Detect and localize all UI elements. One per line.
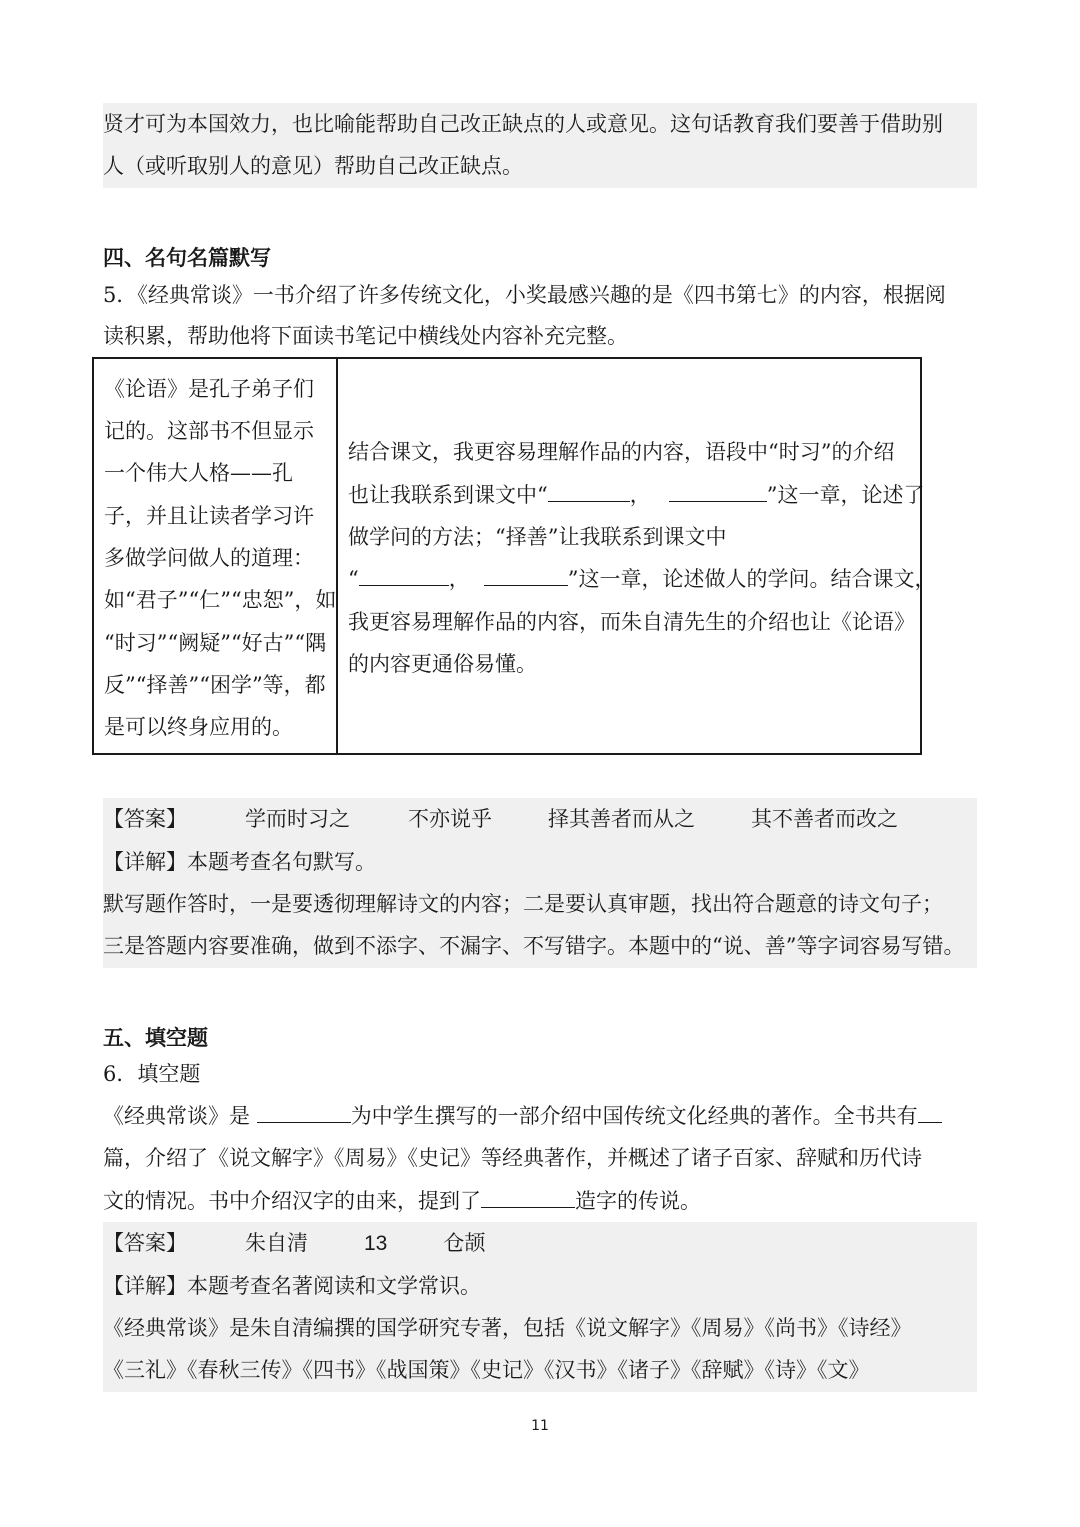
note-comma: ， [629,483,651,507]
note-left-line: 反”“择善”“困学”等，都 [104,673,326,697]
note-left-line: 子，并且让读者学习许 [104,504,314,528]
question-6-line-3 [103,1185,701,1217]
fill-blank[interactable] [918,1100,942,1123]
note-right-line-6: 的内容更通俗易懂。 [348,652,537,676]
fill-blank[interactable] [484,563,568,586]
answer-row-5 [103,1227,485,1260]
fill-blank[interactable] [359,563,449,586]
explain-text: 本题考查名著阅读和文学常识。 [187,1274,481,1298]
note-right-line-4-start: “ [348,567,359,591]
question-6-line-1-end: 为中学生撰写的一部介绍中国传统文化经典的著作。全书共有 [350,1104,918,1128]
question-6-line-1 [103,1100,942,1132]
fill-blank[interactable] [257,1100,351,1123]
note-left-line: 多做学问做人的道理： [104,546,314,570]
section-5-heading: 五、填空题 [103,1026,208,1050]
explain-4-line-1: 默写题作答时，一是要透彻理解诗文的内容；二是要认真审题，找出符合题意的诗文句子； [103,892,943,916]
note-right-line-3: 做学问的方法；“择善”让我联系到课文中 [348,525,727,549]
section-4-heading: 四、名句名篇默写 [103,246,271,270]
question-5-line-2: 读积累，帮助他将下面读书笔记中横线处内容补充完整。 [103,324,628,348]
answer-item: 其不善者而改之 [751,807,898,831]
explain-row-4 [103,846,376,878]
question-6-line-3-end: 造字的传说。 [575,1189,701,1213]
reading-note-table [92,357,936,755]
answer-label: 【答案】 [103,1231,187,1255]
answer-label: 【答案】 [103,807,187,831]
explain-label: 【详解】 [103,850,187,874]
question-6-line-3-start: 文的情况。书中介绍汉字的由来，提到了 [103,1189,481,1213]
top-explain-line-1: 贤才可为本国效力，也比喻能帮助自己改正缺点的人或意见。这句话教育我们要善于借助别 [103,112,943,136]
answer-row-4 [103,803,898,835]
fill-blank[interactable] [548,479,630,502]
fill-blank[interactable] [669,479,767,502]
answer-item: 13 [364,1232,388,1255]
top-explain-line-2: 人（或听取别人的意见）帮助自己改正缺点。 [103,154,523,178]
explain-4-line-2: 三是答题内容要准确，做到不添字、不漏字、不写错字。本题中的“说、善”等字词容易写错。 [103,934,965,958]
note-left-line: “时习”“阙疑”“好古”“隅 [104,631,327,655]
page-number: 11 [531,1418,549,1434]
note-left-line: 是可以终身应用的。 [104,715,293,739]
explain-label: 【详解】 [103,1274,187,1298]
note-left-line: 《论语》是孔子弟子们 [104,377,314,401]
note-left-line: 如“君子”“仁”“忠恕”，如 [104,588,337,612]
answer-item: 朱自清 [245,1231,308,1255]
note-left-line: 记的。这部书不但显示 [104,419,314,443]
explain-5-line-1: 《经典常谈》是朱自清编撰的国学研究专著，包括《说文解字》《周易》《尚书》《诗经》 [103,1316,912,1340]
note-right-line-5: 我更容易理解作品的内容，而朱自清先生的介绍也让《论语》 [348,610,915,634]
answer-item: 择其善者而从之 [548,807,695,831]
note-right-line-2 [348,479,925,511]
note-right-line-1: 结合课文，我更容易理解作品的内容，语段中“时习”的介绍 [348,440,895,464]
note-right-line-2-end: ”这一章，论述了 [766,483,925,507]
note-comma: ， [448,567,470,591]
question-6-title: 6．填空题 [103,1062,201,1086]
answer-item: 学而时习之 [245,807,350,831]
note-left-line: 一个伟大人格——孔 [104,461,293,485]
answer-item: 仓颉 [443,1231,486,1255]
note-right-cell [337,358,936,754]
explain-5-line-2: 《三礼》《春秋三传》《四书》《战国策》《史记》《汉书》《诸子》《辞赋》《诗》《文》 [103,1358,870,1382]
question-6-line-2: 篇，介绍了《说文解字》《周易》《史记》等经典著作，并概述了诸子百家、辞赋和历代诗 [103,1146,922,1170]
explain-row-5 [103,1270,481,1302]
note-right-line-4 [348,563,935,595]
explain-text: 本题考查名句默写。 [187,850,376,874]
note-right-line-4-end: ”这一章，论述做人的学问。结合课文， [567,567,936,591]
question-5-line-1: 5．《经典常谈》一书介绍了许多传统文化，小奖最感兴趣的是《四书第七》的内容，根据阅 [103,283,946,307]
fill-blank[interactable] [481,1185,575,1208]
note-left-cell [93,358,337,754]
question-6-line-1-start: 《经典常谈》是 [103,1104,257,1128]
note-right-line-2-start: 也让我联系到课文中“ [348,483,548,507]
answer-item: 不亦说乎 [408,807,492,831]
